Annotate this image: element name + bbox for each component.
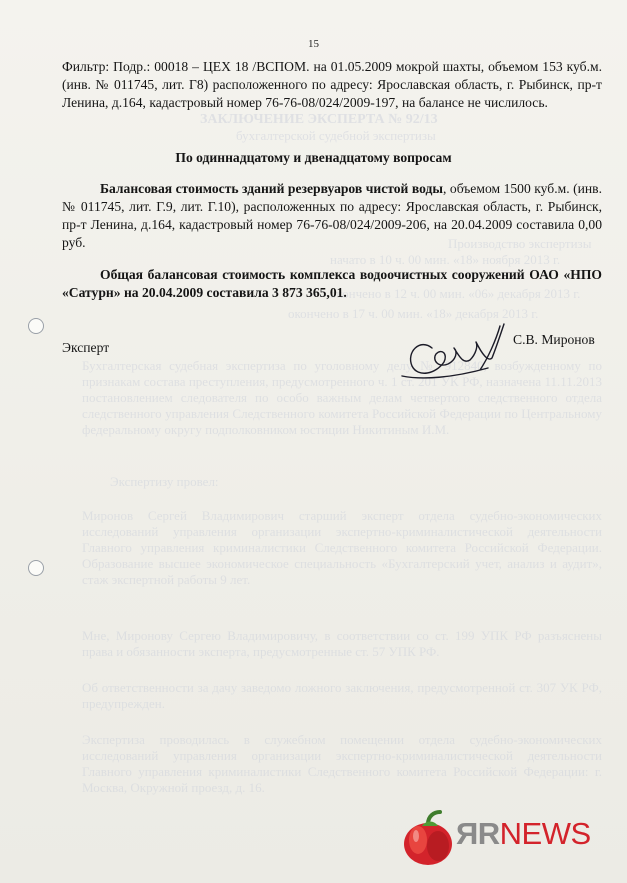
show-through-subtitle: бухгалтерской судебной экспертизы: [236, 128, 436, 143]
balance-rest: , объемом 1500 куб.м. (инв. № 011745, лит. Г.9, лит. Г.10), расположенных по адресу: Ярославская область, г. Рыбинск, пр-т Ленина, д.164, кадастровый номер 76-76-08/024/2009-206, на 20.04.2009 составила 0,00 руб.: [62, 181, 602, 250]
expert-label: Эксперт: [62, 340, 110, 355]
show-through-b1: Бухгалтерская судебная экспертиза по уголовному делу № 912840, возбужденному по признакам состава преступления, предусмотренного ч. 1 ст. 201 УК РФ, назначена 11.11.2013 постановлением следователя по особо важным делам четвертого следственного отдела следственного управления Следственного комитета Российской Федерации по Центральному федеральному округу подполковником юстиции Никитиным И.М.: [82, 358, 602, 437]
balance-bold-lead: Балансовая стоимость зданий резервуаров чистой воды: [100, 181, 444, 196]
show-through-b2: Экспертизу провел:: [110, 474, 219, 489]
punch-hole-top: [28, 318, 44, 334]
paragraph-filter: Фильтр: Подр.: 00018 – ЦЕХ 18 /ВСПОМ. на 01.05.2009 мокрой шахты, объемом 153 куб.м. (инв. № 011745, лит. Г8) расположенного по адресу: Ярославская область, г. Рыбинск, пр-т Ленина, д.164, кадастровый номер 76-76-08/024/2009-197, на балансе не числилось.: [62, 59, 602, 110]
paragraph-total: Общая балансовая стоимость комплекса водоочистных сооружений ОАО «НПО «Сатурн» на 20.04.2009 составила 3 873 365,01.: [62, 267, 602, 300]
show-through-r1: Производство экспертизы: [448, 236, 592, 251]
show-through-b6: Экспертиза проводилась в служебном помещении отдела судебно-экономических исследований управления организации экспертно-криминалистической деятельности Главного управления криминалистики Следственного комитета Российской Федерации: г. Москва, Окружной проезд, д. 16.: [82, 732, 602, 795]
show-through-title: ЗАКЛЮЧЕНИЕ ЭКСПЕРТА № 92/13: [200, 112, 438, 127]
pepper-icon: [404, 812, 452, 865]
paragraph-balance: [62, 180, 602, 252]
expert-signature: [392, 318, 512, 388]
show-through-r2: начато в 10 ч. 00 мин. «18» ноября 2013 г.: [330, 252, 561, 267]
show-through-r4: окончено в 17 ч. 00 мин. «18» декабря 2013 г.: [288, 306, 539, 321]
logo-part2: NEWS: [499, 816, 591, 851]
show-through-b3: Миронов Сергей Владимирович старший эксперт отдела судебно-экономических исследований управления организации экспертно-криминалистической деятельности Главного управления криминалистики Следственного комитета Российской Федерации. Образование высшее экономическое специальность «Бухгалтерский учет, анализ и аудит», стаж экспертной работы 9 лет.: [82, 508, 602, 587]
logo-part1: ЯR: [456, 816, 500, 851]
punch-hole-bottom: [28, 560, 44, 576]
yarnews-wordmark: [456, 814, 591, 854]
show-through-r3: окончено в 12 ч. 00 мин. «06» декабря 2013 г.: [330, 286, 581, 301]
page-number: 15: [308, 38, 319, 50]
show-through-b4: Мне, Миронову Сергею Владимировичу, в соответствии со ст. 199 УПК РФ разъяснены права и обязанности эксперта, предусмотренные ст. 57 УПК РФ.: [82, 628, 602, 659]
show-through-b5: Об ответственности за дачу заведомо ложного заключения, предусмотренной ст. 307 УК РФ, предупрежден.: [82, 680, 602, 711]
expert-name: С.В. Миронов: [513, 332, 595, 347]
section-heading: По одиннадцатому и двенадцатому вопросам: [175, 150, 452, 165]
